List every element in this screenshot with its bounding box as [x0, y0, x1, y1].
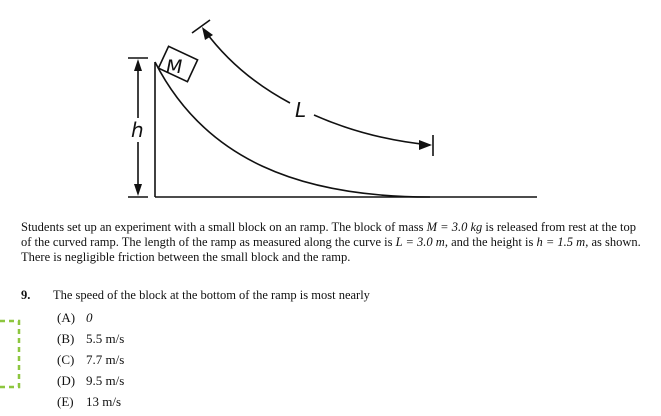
height-value: h = 1.5 m — [536, 235, 586, 249]
length-dim-curve-lower — [314, 115, 430, 145]
length-label: L — [295, 98, 307, 122]
length-dim-curve-upper — [205, 31, 290, 103]
choice-c-letter: (C) — [57, 352, 75, 367]
height-label: h — [131, 118, 144, 142]
question-number: 9. — [21, 288, 31, 302]
choice-d-value: 9.5 m/s — [86, 373, 125, 388]
paragraph-text-2: is released from rest at the top of the curved ramp. The length of the ramp as measured along the curve is — [21, 220, 637, 249]
choice-e-value: 13 m/s — [86, 394, 122, 409]
question-text: The speed of the block at the bottom of the ramp is most nearly — [53, 288, 370, 302]
answer-bracket-path — [0, 321, 19, 387]
choice-a[interactable] — [57, 310, 93, 326]
length-value: L = 3.0 m — [395, 235, 445, 249]
choice-b-value: 5.5 m/s — [86, 331, 125, 346]
height-arrow-down — [134, 184, 142, 196]
problem-description — [21, 220, 646, 265]
choice-c-value: 7.7 m/s — [86, 352, 125, 367]
choice-d[interactable] — [57, 373, 124, 389]
paragraph-text-3: , and the height is — [444, 235, 537, 249]
choice-e[interactable] — [57, 394, 121, 410]
height-arrow-up — [134, 59, 142, 71]
choice-e-letter: (E) — [57, 394, 74, 409]
choice-c[interactable] — [57, 352, 124, 368]
ramp-curve — [155, 62, 430, 197]
choice-a-letter: (A) — [57, 310, 76, 325]
choice-b[interactable] — [57, 331, 124, 347]
paragraph-text-4: , as shown. There is negligible friction between the small block and the ramp. — [21, 235, 641, 264]
paragraph-text-1: Students set up an experiment with a small block on an ramp. The block of mass — [21, 220, 427, 234]
choice-a-value: 0 — [86, 310, 93, 325]
answer-highlight-bracket — [0, 318, 22, 390]
choice-d-letter: (D) — [57, 373, 76, 388]
length-arrow-end — [419, 140, 432, 150]
choice-b-letter: (B) — [57, 331, 75, 346]
mass-value: M = 3.0 kg — [426, 220, 483, 234]
mass-label: M — [166, 56, 183, 78]
